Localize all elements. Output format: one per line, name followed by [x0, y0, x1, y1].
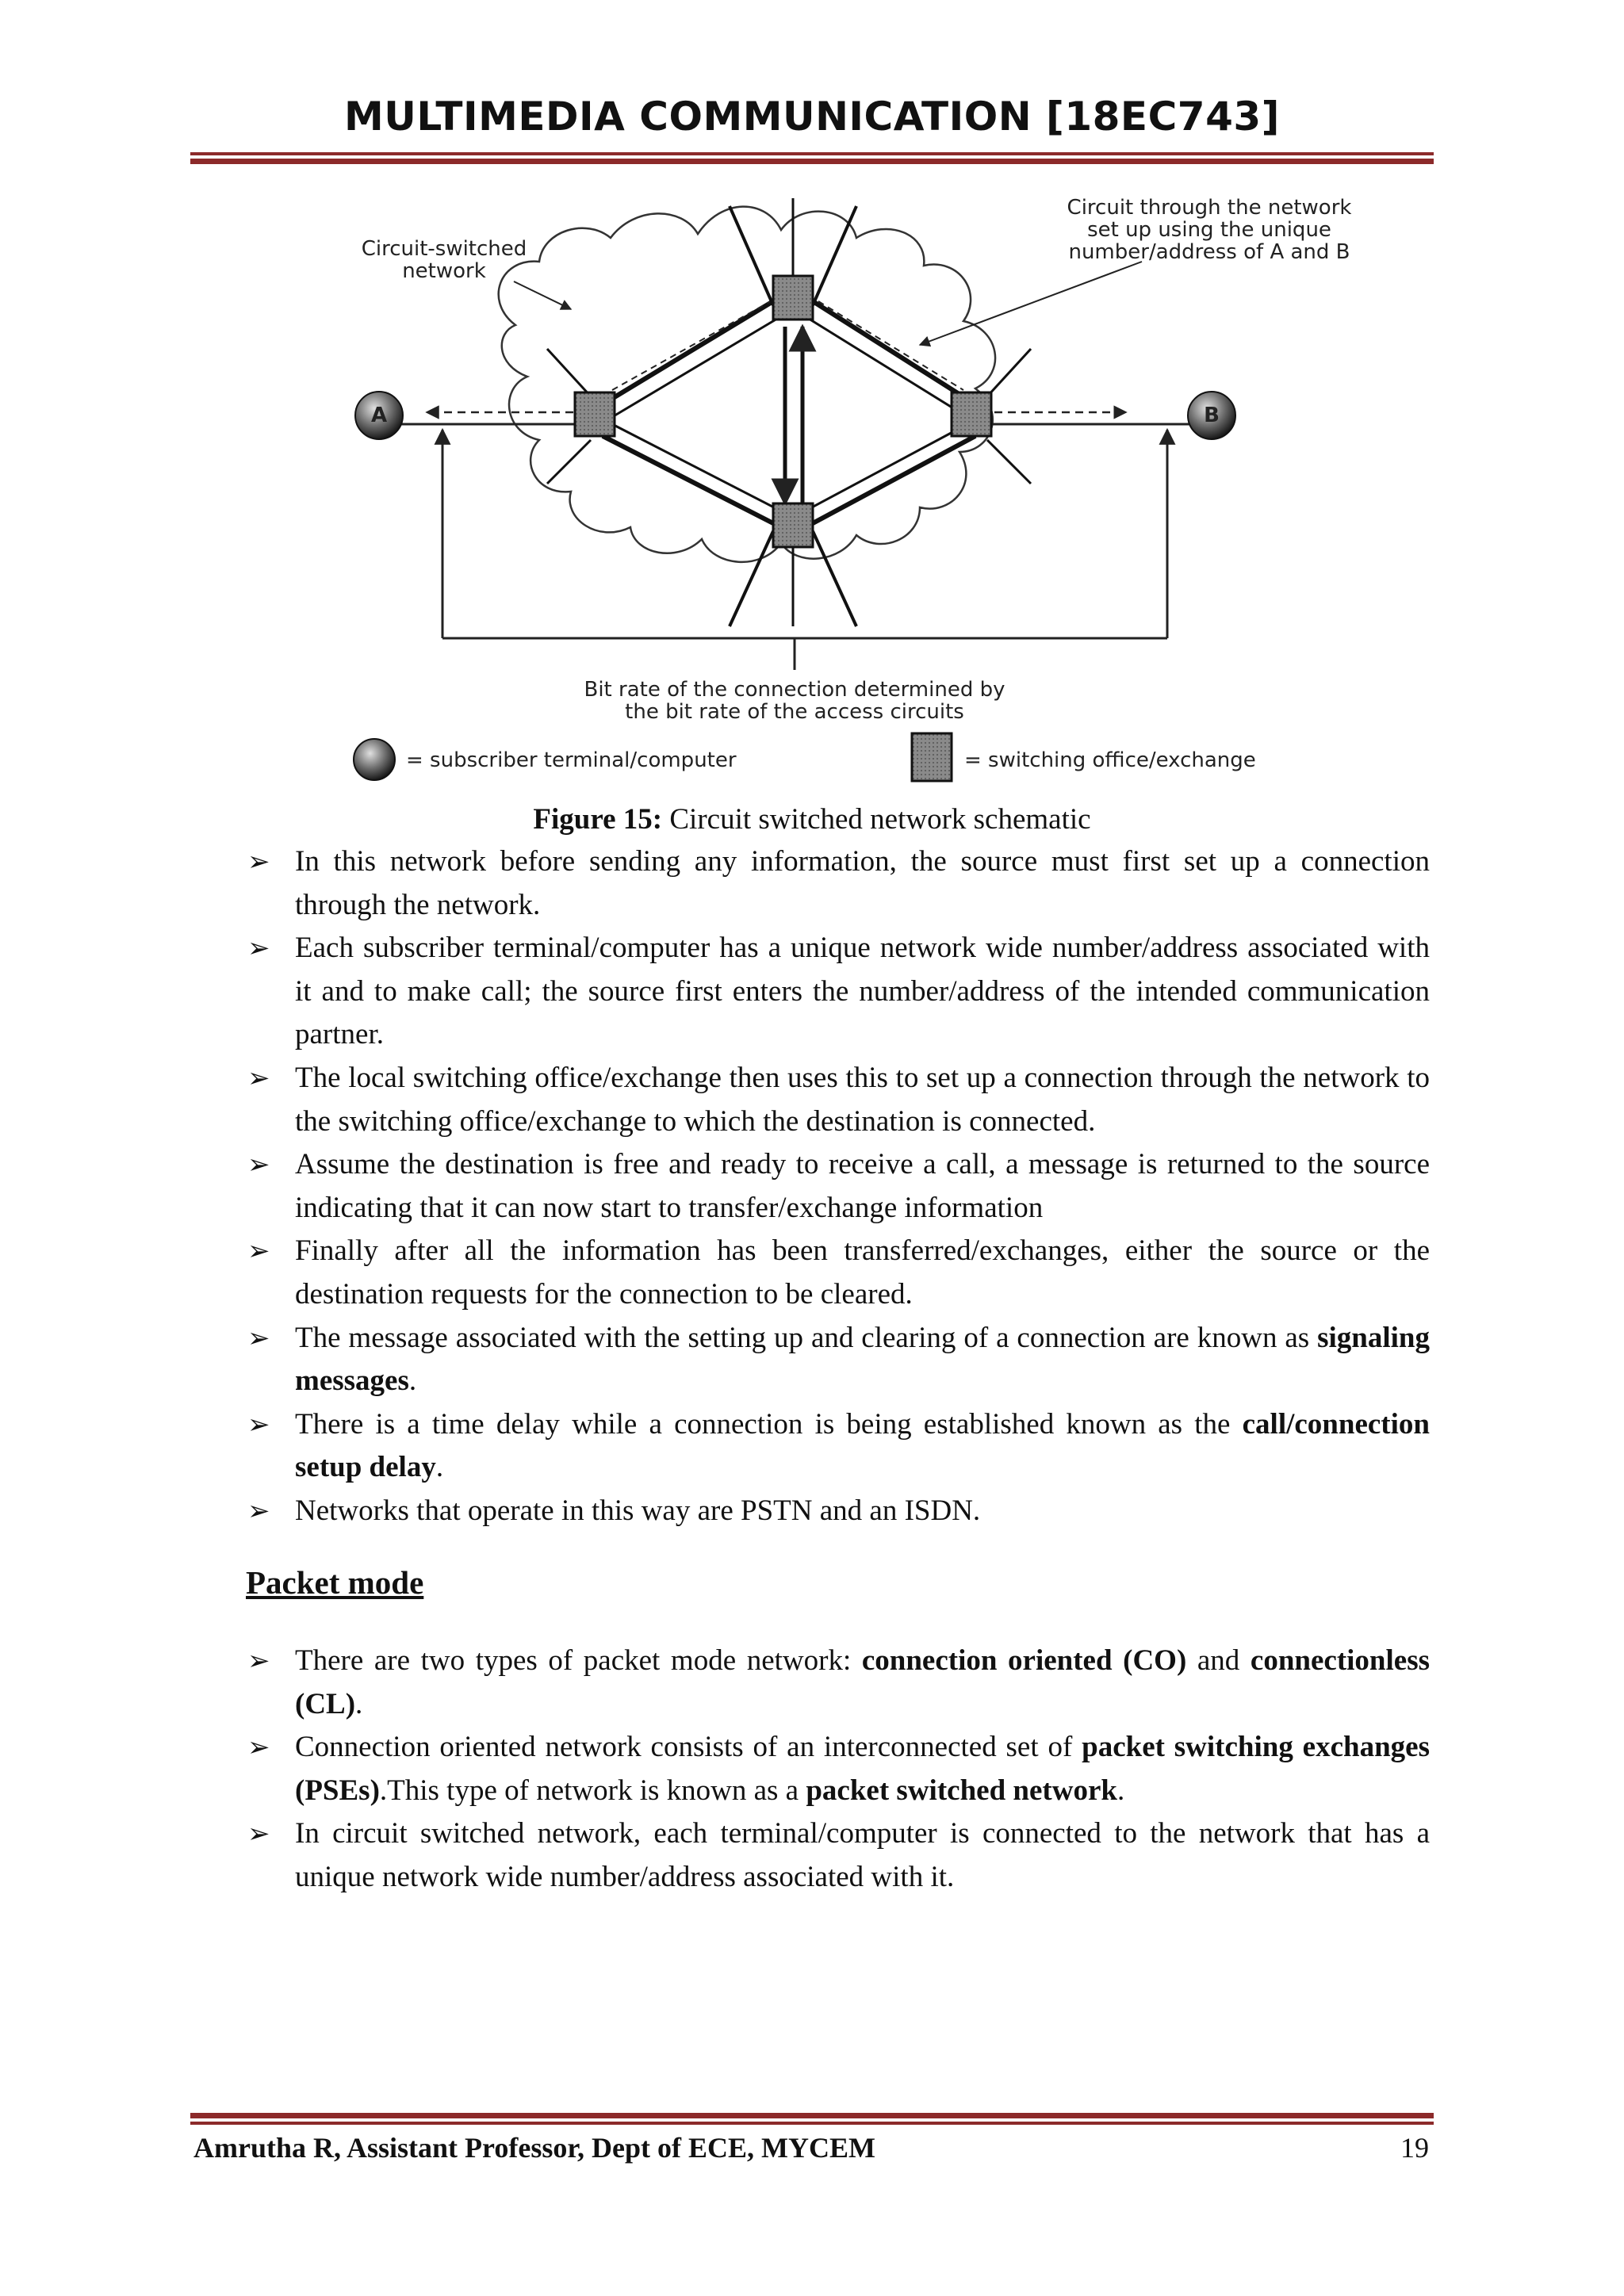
legend-switch-text: = switching office/exchange — [964, 748, 1256, 772]
bullet-arrow-icon: ➢ — [247, 932, 270, 965]
bullet-arrow-icon: ➢ — [247, 1645, 270, 1677]
text-run: The message associated with the setting up and clearing of a connection are known as — [295, 1321, 1318, 1354]
bullet-list — [246, 840, 1430, 1533]
bullet-arrow-icon: ➢ — [247, 1062, 270, 1094]
header-rule-thin — [190, 152, 1434, 155]
section-title-packet-mode: Packet mode — [246, 1564, 424, 1601]
cloud-label-line2: network — [402, 259, 486, 283]
list-item — [246, 927, 1430, 1057]
text-run: Finally after all the information has been transferred/exchanges, either the source or the destination requests for the connection to be cleared. — [295, 1234, 1430, 1311]
list-item — [246, 1230, 1430, 1316]
text-run: Assume the destination is free and ready to receive a call, a message is returned to the source indicating that it can now start to transfer/exchange information — [295, 1148, 1430, 1224]
text-run: The local switching office/exchange then uses this to set up a connection through the network to the switching office/exchange to which the destination is connected. — [295, 1061, 1430, 1138]
bold-term: signaling messages — [295, 1321, 1430, 1398]
bold-term: connection oriented (CO) — [861, 1644, 1187, 1677]
header-rule-thick — [190, 159, 1434, 164]
footer-page-number: 19 — [1400, 2132, 1429, 2164]
circuit-label-line1: Circuit through the network — [1067, 196, 1352, 220]
bullet-arrow-icon: ➢ — [247, 1408, 270, 1441]
switch-bottom — [773, 503, 813, 547]
footer-rule-thin — [190, 2122, 1434, 2125]
list-item — [246, 1726, 1430, 1812]
bullet-arrow-icon: ➢ — [247, 1235, 270, 1268]
bullet-arrow-icon: ➢ — [247, 1322, 270, 1354]
list-item — [246, 840, 1430, 927]
text-run: . — [1116, 1774, 1125, 1807]
text-run: There are two types of packet mode network: — [295, 1644, 862, 1677]
legend-terminal-icon — [354, 739, 395, 780]
terminal-b-label: B — [1204, 404, 1220, 427]
bold-term: connectionless (CL) — [295, 1644, 1430, 1720]
bitrate-label-line2: the bit rate of the access circuits — [625, 700, 964, 724]
bold-term: packet switching exchanges (PSEs) — [295, 1731, 1430, 1807]
figure-caption-text: Circuit switched network schematic — [662, 803, 1091, 836]
page-header-title: MULTIMEDIA COMMUNICATION [18EC743] — [343, 94, 1280, 140]
circuit-label-line2: set up using the unique — [1087, 218, 1331, 242]
bold-term: packet switched network — [806, 1774, 1117, 1807]
bullet-arrow-icon: ➢ — [247, 1732, 270, 1764]
bold-term: call/connection setup delay — [295, 1407, 1430, 1484]
text-run: Connection oriented network consists of an interconnected set of — [295, 1731, 1082, 1764]
text-run: . — [355, 1687, 363, 1720]
text-run: . — [435, 1451, 444, 1484]
legend-switch-icon — [912, 733, 952, 781]
list-item — [246, 1403, 1430, 1490]
bullet-arrow-icon: ➢ — [247, 1149, 270, 1181]
bullet-arrow-icon: ➢ — [247, 1818, 270, 1850]
cloud-label-line1: Circuit-switched — [361, 237, 527, 261]
text-run: In this network before sending any information, the source must first set up a connection through the network. — [295, 845, 1430, 921]
list-item — [246, 1057, 1430, 1143]
figure-caption-label: Figure 15: — [533, 803, 663, 836]
switch-top — [773, 276, 813, 320]
text-run: .This type of network is known as a — [379, 1774, 806, 1807]
text-run: In circuit switched network, each terminal/computer is connected to the network that has a unique network wide number/address associated with it. — [295, 1817, 1430, 1893]
text-run: There is a time delay while a connection is being established known as the — [295, 1407, 1243, 1441]
network-diagram — [333, 182, 1396, 801]
list-item — [246, 1317, 1430, 1403]
bullet-arrow-icon: ➢ — [247, 1494, 270, 1527]
footer-author: Amrutha R, Assistant Professor, Dept of ECE, MYCEM — [193, 2132, 875, 2164]
figure-caption — [0, 802, 1624, 836]
circuit-switched-network-figure — [333, 182, 1396, 801]
text-run: Networks that operate in this way are PSTN and an ISDN. — [295, 1494, 981, 1527]
circuit-label-line3: number/address of A and B — [1068, 240, 1350, 264]
list-item — [246, 1490, 1430, 1533]
switch-right — [952, 392, 991, 436]
switch-left — [575, 392, 615, 436]
list-item — [246, 1640, 1430, 1726]
text-run: . — [408, 1364, 417, 1398]
text-run: Each subscriber terminal/computer has a unique network wide number/address associated with it and to make call; the source first enters the number/address of the intended communication partner. — [295, 932, 1430, 1051]
footer-rule-thick — [190, 2113, 1434, 2118]
packet-mode-bullet-list — [246, 1640, 1430, 1900]
bullet-arrow-icon: ➢ — [247, 846, 270, 878]
terminal-a-label: A — [370, 404, 388, 427]
list-item — [246, 1812, 1430, 1899]
text-run: and — [1186, 1644, 1251, 1677]
list-item — [246, 1143, 1430, 1230]
bitrate-label-line1: Bit rate of the connection determined by — [584, 678, 1005, 702]
legend-terminal-text: = subscriber terminal/computer — [406, 748, 737, 772]
